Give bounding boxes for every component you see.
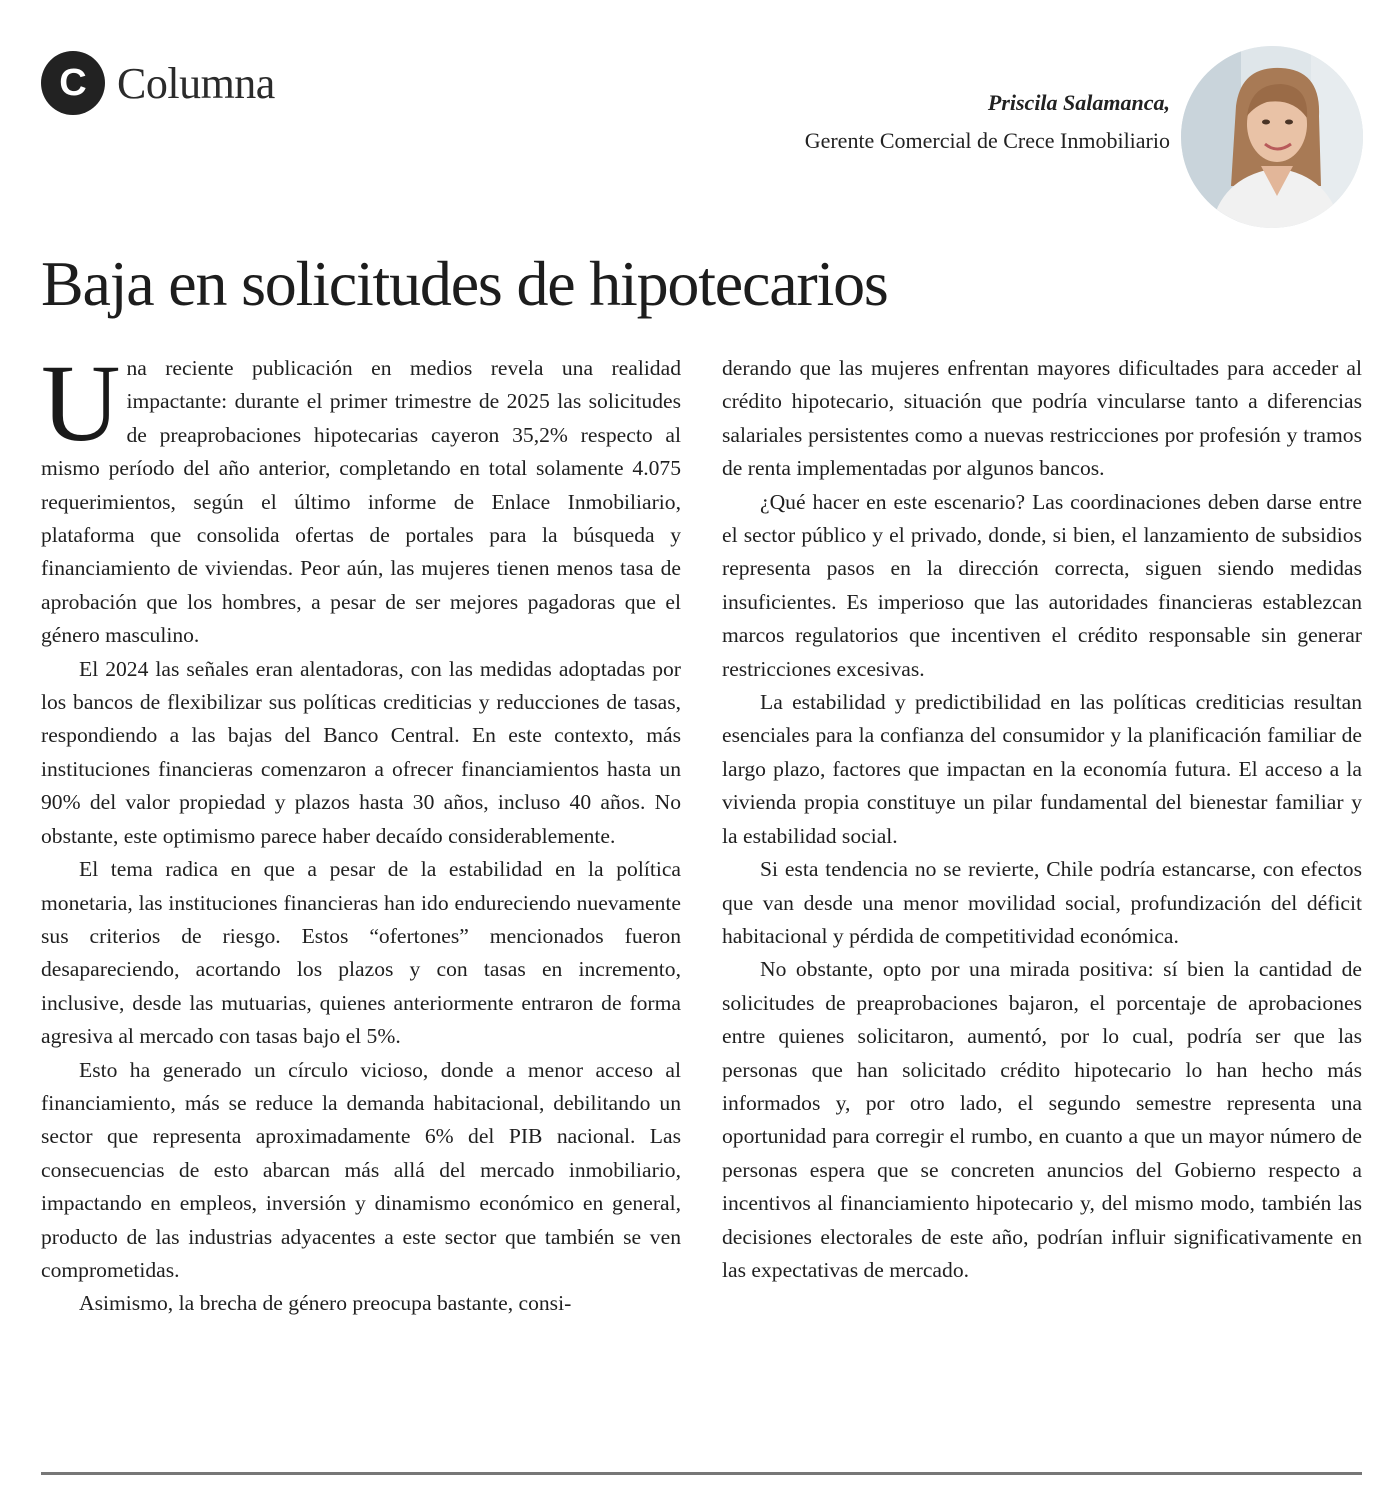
paragraph-8: Si esta tendencia no se revierte, Chile podría estancarse, con efectos que van desde una menor movilidad social, profundización del déficit habitacional y pérdida de competitividad económica. xyxy=(722,857,1362,948)
byline xyxy=(805,90,1170,154)
paragraph-5-end: derando que las mujeres enfrentan mayores dificultades para acceder al crédito hipotecario, situación que podría vincularse tanto a diferencias salariales persistentes como a nuevas restricciones por profesión y tramos de renta implementadas por algunos bancos. xyxy=(722,356,1362,481)
paragraph-1-text: na reciente publicación en medios revela una realidad impactante: durante el primer trimestre de 2025 las solicitudes de preaprobaciones hipotecarias cayeron 35,2% respecto al mismo período del año anterior, completando en total solamente 4.075 requerimientos, según el último informe de Enlace Inmobiliario, plataforma que consolida ofertas de portales para la búsqueda y financiamiento de viviendas. Peor aún, las mujeres tienen menos tasa de aprobación que los hombres, a pesar de ser mejores pagadoras que el género masculino. xyxy=(41,356,681,648)
author-photo xyxy=(1181,46,1363,228)
paragraph-5-start: Asimismo, la brecha de género preocupa bastante, consi- xyxy=(79,1291,572,1316)
section-header xyxy=(41,48,275,118)
paragraph-4: Esto ha generado un círculo vicioso, donde a menor acceso al financiamiento, más se reduce la demanda habitacional, debilitando un sector que representa aproximadamente 6% del PIB nacional. Las consecuencias de esto abarcan más allá del mercado inmobiliario, impactando en empleos, inversión y dinamismo económico en general, producto de las industrias adyacentes a este sector que también se ven comprometidas. xyxy=(41,1057,681,1282)
paragraph-7: La estabilidad y predictibilidad en las políticas crediticias resultan esenciales para la confianza del consumidor y la planificación familiar de largo plazo, factores que impactan en la economía futura. El acceso a la vivienda propia constituye un pilar fundamental del bienestar familiar y la estabilidad social. xyxy=(722,690,1362,848)
section-label: Columna xyxy=(117,58,275,108)
author-portrait-image xyxy=(1181,46,1363,228)
column-badge-icon: C xyxy=(41,51,105,115)
paragraph-2: El 2024 las señales eran alentadoras, con las medidas adoptadas por los bancos de flexibilizar sus políticas crediticias y reducciones de tasas, respondiendo a las bajas del Banco Central. En este contexto, más instituciones financieras comenzaron a ofrecer financiamientos hasta un 90% del valor propiedad y plazos hasta 30 años, incluso 40 años. No obstante, este optimismo parece haber decaído considerablemente. xyxy=(41,656,681,848)
author-role: Gerente Comercial de Crece Inmobiliario xyxy=(804,128,1170,153)
article-column-right xyxy=(722,352,1362,1452)
author-name: Priscila Salamanca, xyxy=(987,90,1170,115)
bottom-rule xyxy=(41,1472,1362,1475)
paragraph-9: No obstante, opto por una mirada positiva: sí bien la cantidad de solicitudes de preaprobaciones bajaron, el porcentaje de aprobaciones entre quienes solicitaron, aumentó, por lo cual, podría ser que las personas que han solicitado crédito hipotecario lo han hecho más informados y, por otro lado, el segundo semestre representa una oportunidad para corregir el rumbo, en cuanto a que un mayor número de personas espera que se concreten anuncios del Gobierno respecto a incentivos al financiamiento hipotecario y, del mismo modo, también las decisiones electorales de este año, podrían influir significativamente en las expectativas de mercado. xyxy=(722,957,1362,1282)
paragraph-1 xyxy=(41,342,681,653)
drop-cap: U xyxy=(41,342,121,464)
headline: Baja en solicitudes de hipotecarios xyxy=(41,248,888,319)
article-body xyxy=(41,342,1362,1452)
paragraph-6: ¿Qué hacer en este escenario? Las coordinaciones deben darse entre el sector público y el privado, donde, si bien, el lanzamiento de subsidios representa pasos en la dirección correcta, siguen siendo medidas insuficientes. Es imperioso que las autoridades financieras establezcan marcos regulatorios que incentiven el crédito responsable sin generar restricciones excesivas. xyxy=(722,489,1362,681)
article-column-left xyxy=(41,342,681,1452)
paragraph-3: El tema radica en que a pesar de la estabilidad en la política monetaria, las instituciones financieras han ido endureciendo nuevamente sus criterios de riesgo. Estos “ofertones” mencionados fueron desapareciendo, acortando los plazos y con tasas en incremento, inclusive, desde las mutuarias, quienes anteriormente entraron de forma agresiva al mercado con tasas bajo el 5%. xyxy=(41,857,681,1049)
